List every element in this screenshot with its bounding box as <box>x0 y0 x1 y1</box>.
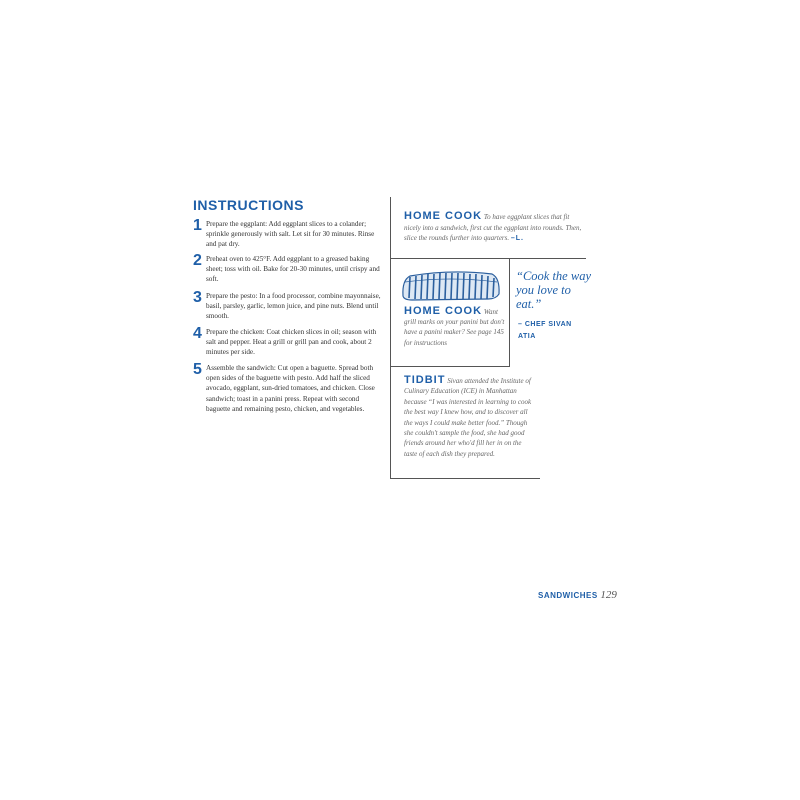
sidebar-rule-top <box>390 258 586 259</box>
tidbit-text: Sivan attended the Institute of Culinary Education (ICE) in Manhattan because “I was interested in learning to cook the best way I knew how, and to discover all the ways I could make better food.” Though she couldn't sample the food, she had good friends around her who'd fill her in on the taste of each dish they prepared. <box>404 377 532 458</box>
page-number: 129 <box>600 589 617 601</box>
tip-label: HOME COOK <box>404 210 483 222</box>
page-footer <box>538 589 617 601</box>
step-text: Prepare the eggplant: Add eggplant slices to a colander; sprinkle generously with salt. Let sit for 30 minutes. Rinse and pat dry. <box>206 220 375 249</box>
step-text: Prepare the pesto: In a food processor, combine mayonnaise, basil, parsley, garlic, lemon juice, and pine nuts. Blend until smooth. <box>206 292 381 321</box>
step-text: Prepare the chicken: Coat chicken slices in oil; season with salt and pepper. Heat a grill or grill pan and cook, about 2 minutes per side. <box>206 328 377 357</box>
instructions-heading: INSTRUCTIONS <box>193 197 304 213</box>
step-text: Assemble the sandwich: Cut open a baguette. Spread both open sides of the baguette with pesto. Add half the sliced avocado, eggplant, sun-dried tomatoes, and chicken. Close sandwich; toast in a panini press. Repeat with second baguette and remaining pesto, chicken, and vegetables. <box>206 364 375 413</box>
home-cook-tip-1 <box>404 211 586 245</box>
quote-attribution: – CHEF SIVAN ATIA <box>518 321 572 340</box>
home-cook-tip-2 <box>404 306 506 348</box>
pull-quote: “Cook the way you love to eat.” <box>516 269 591 311</box>
sidebar-rule-middle <box>390 366 510 367</box>
sidebar-divider <box>390 197 391 479</box>
tip-text: To have eggplant slices that fit nicely into a sandwich, first cut the eggplant into rounds. Then, slice the rounds further into quarters. <box>404 213 582 242</box>
step-number: 1 <box>193 217 202 234</box>
quote-divider <box>509 258 510 366</box>
tidbit-box <box>404 375 534 459</box>
step-number: 4 <box>193 325 202 342</box>
tip-text: Want grill marks on your panini but don't have a panini maker? See page 145 for instructions <box>404 308 505 347</box>
tip-label: HOME COOK <box>404 305 483 317</box>
step-text: Preheat oven to 425°F. Add eggplant to a greased baking sheet; toss with oil. Bake for 20-30 minutes, until crispy and soft. <box>206 255 380 284</box>
step-number: 2 <box>193 252 202 269</box>
step-number: 5 <box>193 361 202 378</box>
section-name: SANDWICHES <box>538 591 598 600</box>
tip-signoff: –L. <box>510 235 525 242</box>
panini-illustration-icon <box>400 268 502 302</box>
sidebar-rule-bottom <box>390 478 540 479</box>
step-number: 3 <box>193 289 202 306</box>
tidbit-label: TIDBIT <box>404 374 446 386</box>
